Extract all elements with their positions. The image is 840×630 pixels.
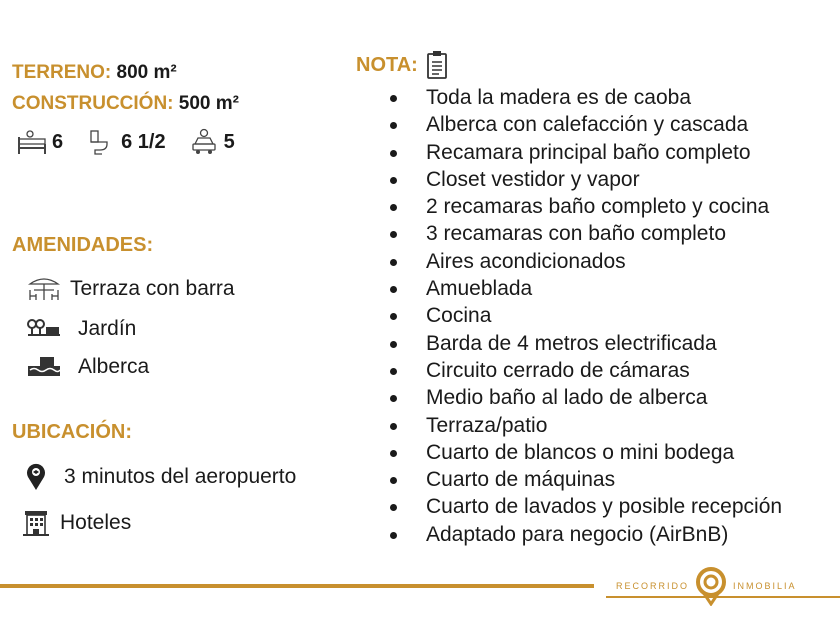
location-label: Hoteles xyxy=(60,511,132,534)
garden-icon xyxy=(26,316,62,342)
amenity-item xyxy=(26,354,149,380)
nota-item: Alberca con calefacción y cascada xyxy=(388,111,782,138)
amenidades-title: AMENIDADES: xyxy=(12,234,154,256)
nota-item: Amueblada xyxy=(388,275,782,302)
nota-item: 2 recamaras baño completo y cocina xyxy=(388,193,782,220)
nota-item: 3 recamaras con baño completo xyxy=(388,220,782,247)
ubicacion-title: UBICACIÓN: xyxy=(12,421,132,443)
nota-item: Cuarto de blancos o mini bodega xyxy=(388,439,782,466)
brand-left-text: RECORRIDO xyxy=(616,581,690,591)
location-item xyxy=(22,508,131,538)
nota-item: Cuarto de lavados y posible recepción xyxy=(388,493,782,520)
nota-label: NOTA: xyxy=(356,53,418,76)
terreno-label: TERRENO: xyxy=(12,62,112,83)
bedroom-count: 6 xyxy=(52,130,64,153)
nota-item: Barda de 4 metros electrificada xyxy=(388,330,782,357)
terreno-value: 800 m² xyxy=(116,62,177,83)
brand-right-text: INMOBILIA xyxy=(733,581,797,591)
footer-divider xyxy=(0,584,594,588)
bathroom-count: 6 1/2 xyxy=(121,130,166,153)
amenity-label: Jardín xyxy=(78,317,137,340)
nota-title xyxy=(356,50,448,80)
toilet-icon xyxy=(85,128,117,156)
amenity-item xyxy=(26,276,235,302)
construccion-spec xyxy=(12,92,239,115)
nota-list xyxy=(388,84,782,548)
pool-icon xyxy=(26,354,62,380)
terreno-spec xyxy=(12,61,177,84)
nota-item: Toda la madera es de caoba xyxy=(388,84,782,111)
terrace-icon xyxy=(26,276,62,302)
nota-item: Terraza/patio xyxy=(388,412,782,439)
parking-count: 5 xyxy=(223,130,235,153)
amenity-item xyxy=(26,316,136,342)
construccion-value: 500 m² xyxy=(178,93,239,114)
room-counts xyxy=(16,128,257,156)
nota-item: Medio baño al lado de alberca xyxy=(388,384,782,411)
amenity-label: Terraza con barra xyxy=(70,277,235,300)
brand-logo xyxy=(616,566,797,606)
nota-item: Aires acondicionados xyxy=(388,248,782,275)
nota-item: Recamara principal baño completo xyxy=(388,139,782,166)
clipboard-icon xyxy=(426,50,448,80)
location-label: 3 minutos del aeropuerto xyxy=(64,465,297,488)
location-pin-icon xyxy=(22,462,50,492)
nota-item: Cocina xyxy=(388,302,782,329)
amenity-label: Alberca xyxy=(78,355,150,378)
recorrido-logo-icon xyxy=(691,566,731,606)
nota-item: Closet vestidor y vapor xyxy=(388,166,782,193)
nota-item: Adaptado para negocio (AirBnB) xyxy=(388,521,782,548)
construccion-label: CONSTRUCCIÓN: xyxy=(12,93,174,114)
hotel-icon xyxy=(22,508,50,538)
nota-item: Circuito cerrado de cámaras xyxy=(388,357,782,384)
location-item xyxy=(22,462,296,492)
car-icon xyxy=(188,128,220,156)
bed-icon xyxy=(16,128,48,156)
nota-item: Cuarto de máquinas xyxy=(388,466,782,493)
